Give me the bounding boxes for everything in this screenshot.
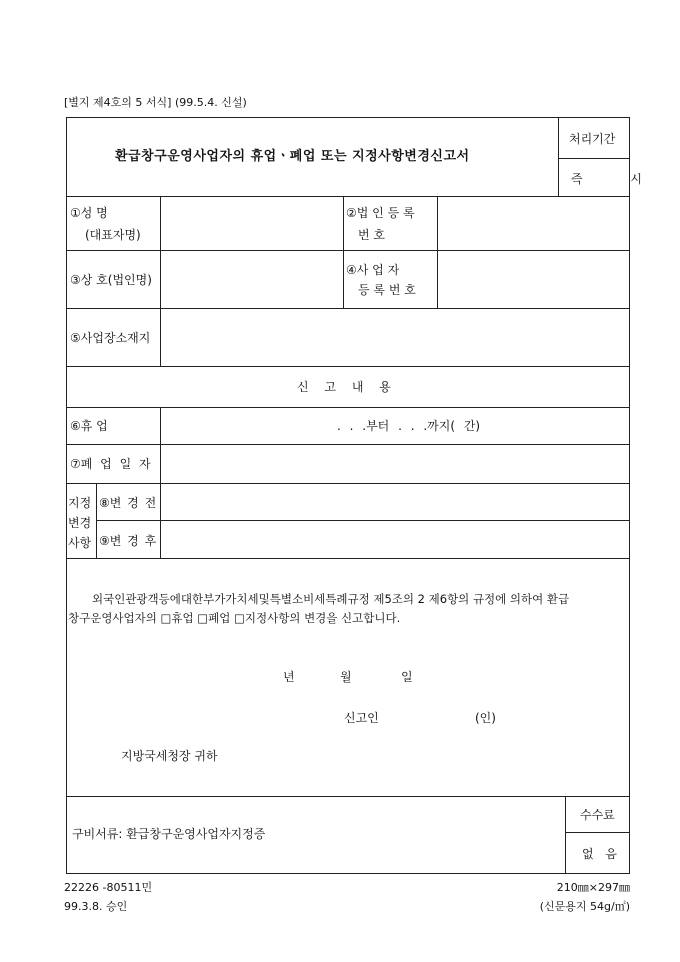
biz-reg-label: ④사 업 자 (346, 263, 400, 277)
addressee: 지방국세청장 귀하 (121, 749, 218, 763)
name-label: ①성 명 (70, 206, 108, 220)
trade-name-label: ③상 호(법인명) (70, 273, 152, 287)
year-label: 년 (283, 670, 295, 684)
processing-period-label: 처리기간 (569, 132, 616, 146)
declaration-text-1: 외국인관광객등에대한부가가치세및특별소비세특례규정 제5조의 2 제6항의 규정에 의하여 환급 (92, 592, 570, 606)
biz-reg-label-sub: 등 록 번 호 (358, 283, 416, 297)
location-label: ⑤사업장소재지 (70, 331, 151, 345)
before-change-label: ⑧변 경 전 (99, 496, 157, 510)
form-code: 22226 -80511민 (64, 881, 153, 894)
paper-size: 210㎜×297㎜ (556, 881, 630, 894)
fee-value: 없 음 (582, 847, 617, 861)
corp-reg-label: ②법 인 등 록 (346, 206, 415, 220)
designation-label-1: 지정 (68, 496, 92, 510)
after-change-label: ⑨변 경 후 (99, 534, 157, 548)
attachments-label: 구비서류: 환급창구운영사업자지정증 (72, 827, 266, 841)
fee-label: 수수료 (580, 808, 615, 822)
name-input[interactable] (161, 197, 343, 250)
corp-reg-label-sub: 번 호 (358, 228, 385, 242)
form-title: 환급창구운영사업자의 휴업ㆍ폐업 또는 지정사항변경신고서 (115, 149, 470, 164)
location-input[interactable] (161, 309, 629, 366)
header-note: [별지 제4호의 5 서식] (99.5.4. 신설) (64, 96, 247, 109)
suspension-label: ⑥휴 업 (70, 419, 108, 433)
approval-date: 99.3.8. 승인 (64, 900, 128, 913)
suspension-period[interactable]: . . .부터 . . .까지( 간) (337, 419, 481, 433)
designation-label-3: 사항 (68, 536, 92, 550)
processing-period-value: 즉 시 (571, 172, 664, 186)
declaration-text-2: 창구운영사업자의 □휴업 □폐업 □지정사항의 변경을 신고합니다. (68, 611, 401, 625)
reporter-label: 신고인 (344, 711, 379, 725)
before-change-input[interactable] (161, 484, 629, 520)
biz-reg-input[interactable] (438, 251, 629, 308)
closure-label: ⑦폐 업 일 자 (70, 457, 151, 471)
seal-mark: (인) (475, 711, 496, 725)
designation-label-2: 변경 (68, 516, 92, 530)
month-label: 월 (340, 670, 352, 684)
report-section-title: 신 고 내 용 (297, 380, 397, 394)
trade-name-input[interactable] (161, 251, 343, 308)
name-label-sub: (대표자명) (85, 228, 141, 242)
paper-type: (신문용지 54g/㎡) (539, 900, 630, 913)
corp-reg-input[interactable] (438, 197, 629, 250)
day-label: 일 (401, 670, 413, 684)
after-change-input[interactable] (161, 521, 629, 558)
closure-date-input[interactable] (161, 445, 629, 483)
